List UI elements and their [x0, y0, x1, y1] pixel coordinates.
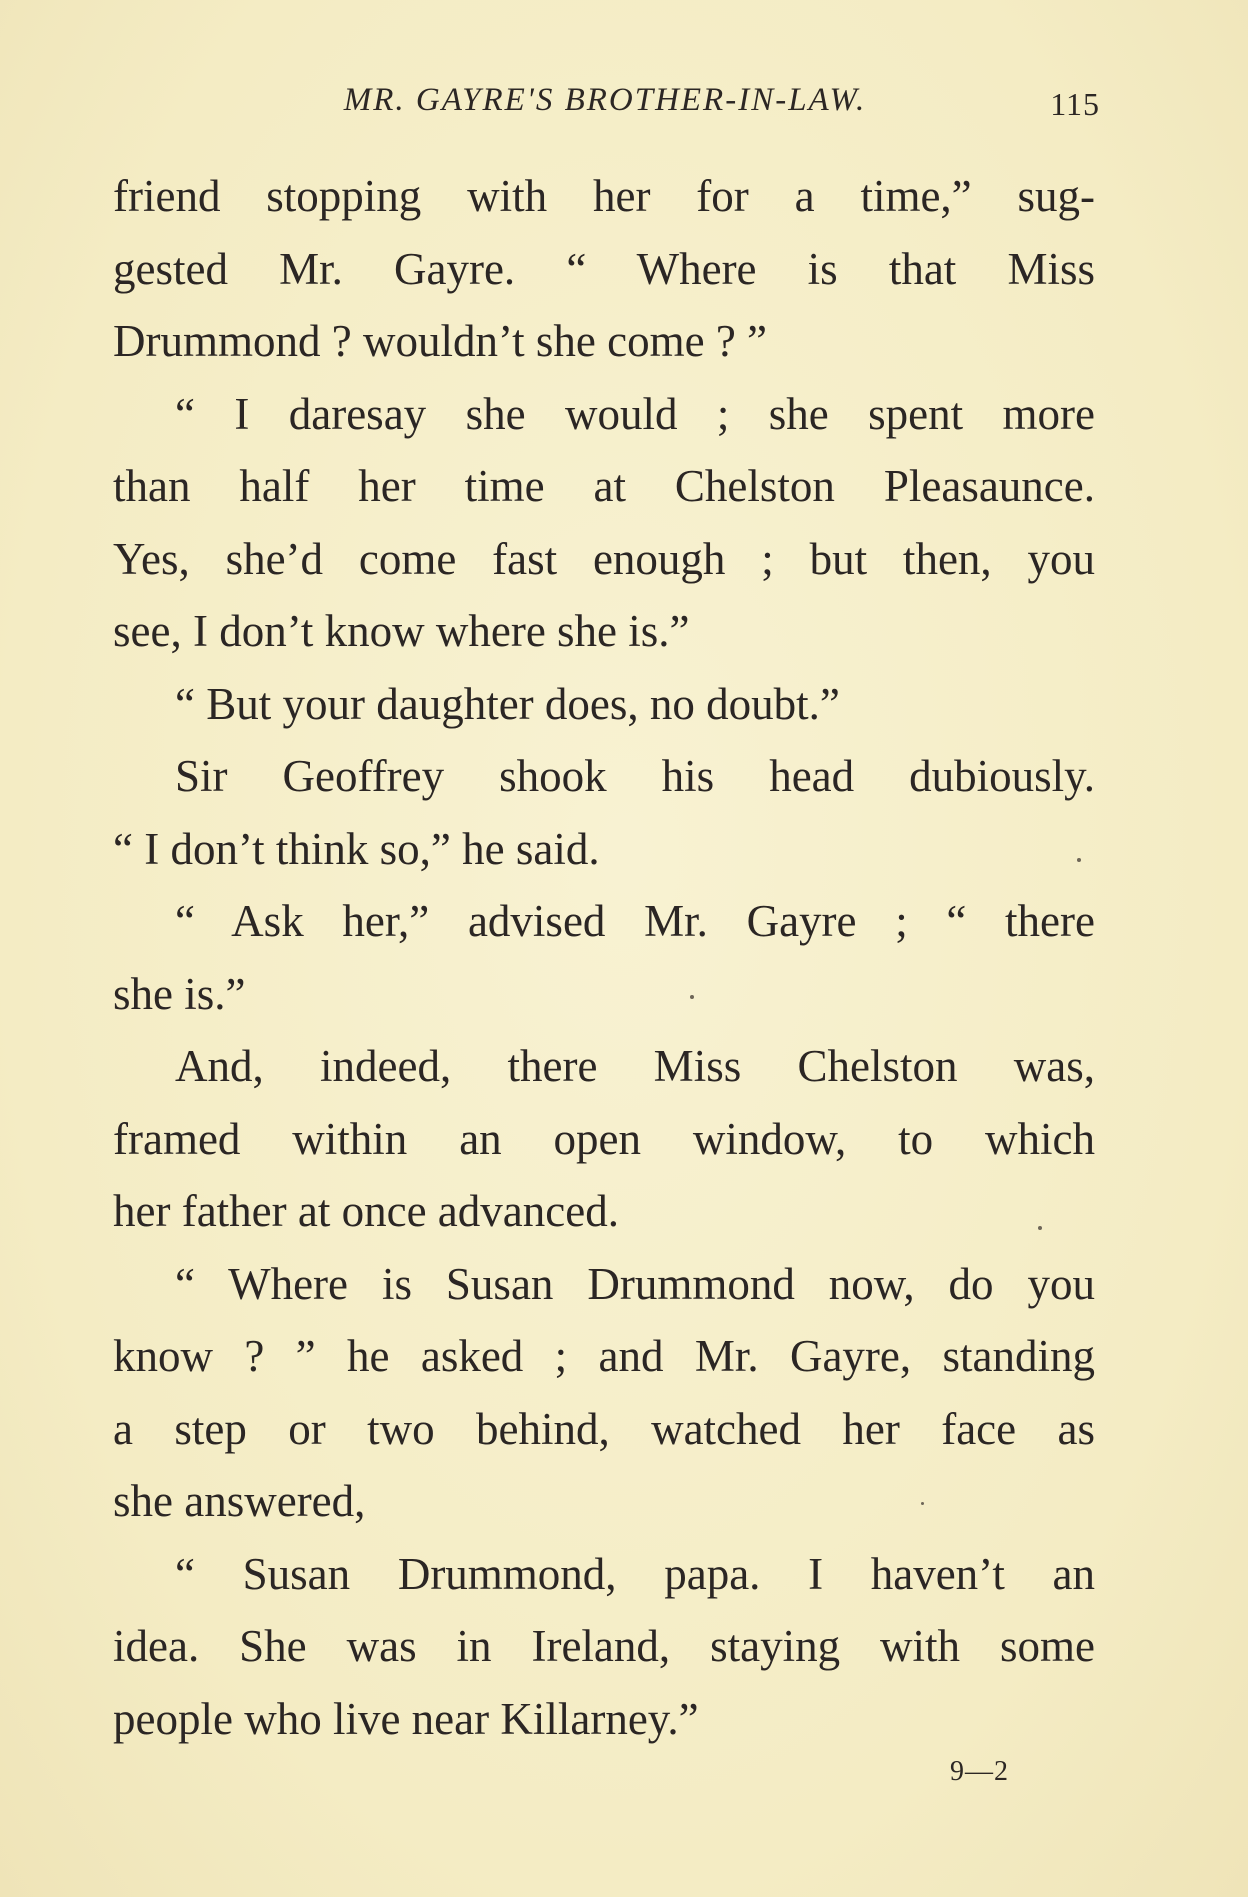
page-number: 115 — [1050, 86, 1100, 122]
text-line: people who live near Killarney.” — [113, 1693, 699, 1744]
running-head: MR. GAYRE'S BROTHER-IN-LAW. — [343, 82, 867, 118]
text-line: gested Mr. Gayre. “ Where is that Miss — [113, 243, 1095, 294]
page-header — [110, 82, 1100, 132]
text-line: “ Where is Susan Drummond now, do you — [175, 1258, 1095, 1309]
text-line: than half her time at Chelston Pleasaunce. — [113, 461, 1095, 511]
text-line: see, I don’t know where she is.” — [113, 606, 690, 656]
paper-speck — [1038, 1226, 1042, 1230]
text-line: And, indeed, there Miss Chelston was, — [175, 1041, 1095, 1091]
text-line: “ But your daughter does, no doubt.” — [175, 678, 840, 729]
text-line: her father at once advanced. — [113, 1186, 619, 1236]
paper-speck — [1077, 858, 1081, 862]
paper-speck — [690, 995, 694, 999]
text-line: “ I daresay she would ; she spent more — [175, 388, 1095, 439]
paper-speck — [921, 1502, 924, 1505]
body-text — [113, 160, 1095, 1755]
text-line: know ? ” he asked ; and Mr. Gayre, standing — [113, 1331, 1095, 1381]
text-line: idea. She was in Ireland, staying with some — [113, 1621, 1095, 1671]
text-line: she is.” — [113, 968, 246, 1019]
text-line: Sir Geoffrey shook his head dubiously. — [175, 751, 1095, 801]
text-line: friend stopping with her for a time,” sug- — [113, 171, 1095, 221]
text-line: framed within an open window, to which — [113, 1113, 1095, 1164]
text-line: “ Susan Drummond, papa. I haven’t an — [175, 1548, 1095, 1599]
text-line: Yes, she’d come fast enough ; but then, you — [113, 533, 1095, 584]
text-line: she answered, — [113, 1476, 366, 1526]
text-line: “ I don’t think so,” he said. — [113, 823, 600, 874]
text-line: a step or two behind, watched her face as — [113, 1403, 1095, 1454]
signature-mark: 9—2 — [950, 1756, 1009, 1787]
text-line: “ Ask her,” advised Mr. Gayre ; “ there — [175, 896, 1095, 946]
text-line: Drummond ? wouldn’t she come ? ” — [113, 316, 768, 366]
